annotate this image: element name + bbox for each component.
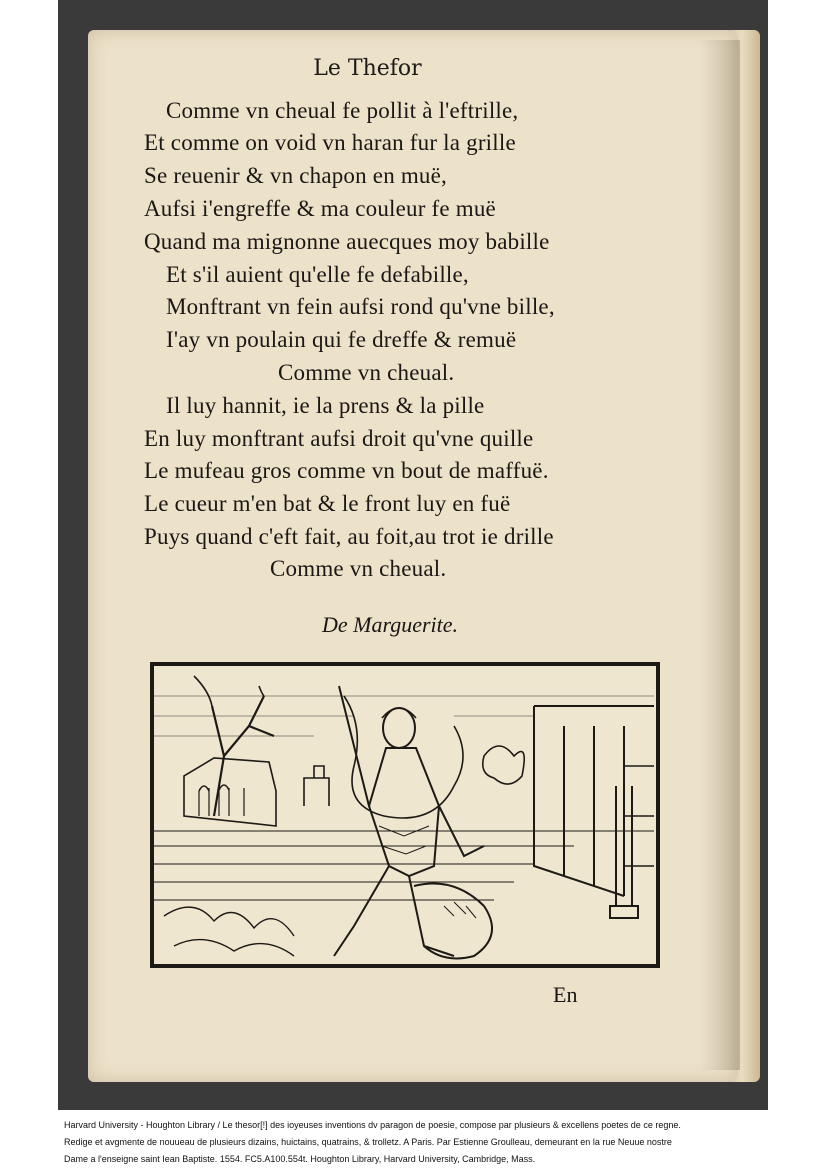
verse-line-10: Il luy hannit, ie la prens & la pille [166,393,485,418]
caption-line-2: Redige et avgmente de nouueau de plusieurs dizains, huictains, quatrains, & trolletz. A Paris. Par Estienne Groulleau, demeurant en la rue Neuue nostre [64,1137,672,1147]
verse-line-8: I'ay vn poulain qui fe dreffe & remuë [166,327,517,352]
verse-line-9: Comme vn cheual. [278,360,455,385]
woodcut-illustration [150,662,660,968]
caption-line-1: Harvard University - Houghton Library / Le thesor[!] des ioyeuses inventions dv paragon de poesie, compose par plusieurs & excellens poetes de ce regne. [64,1120,681,1130]
verse-line-6: Et s'il auient qu'elle fe defabille, [166,262,469,287]
verse-line-4: Aufsi i'engreffe & ma couleur fe muë [144,196,496,221]
verse-line-1: Comme vn cheual fe pollit à l'eftrille, [166,98,519,123]
woodcut-drawing [154,666,656,964]
caption-line-3: Dame a l'enseigne saint Iean Baptiste. 1554. FC5.A100.554t. Houghton Library, Harvard University, Cambridge, Mass. [64,1154,536,1164]
verse-line-14: Puys quand c'eft fait, au foit,au trot ie drille [144,524,554,549]
verse-line-12: Le mufeau gros comme vn bout de maffuë. [144,458,549,483]
verse-line-13: Le cueur m'en bat & le front luy en fuë [144,491,511,516]
library-caption [64,1117,784,1168]
verse-line-7: Monftrant vn fein aufsi rond qu'vne bille, [166,294,555,319]
verse-line-5: Quand ma mignonne auecques moy babille [144,229,550,254]
verse-line-15: Comme vn cheual. [270,556,447,581]
verse-line-11: En luy monftrant aufsi droit qu'vne quille [144,426,534,451]
attribution: De Marguerite. [322,612,459,637]
page-gutter-shadow [700,40,740,1070]
verse-line-3: Se reuenir & vn chapon en muë, [144,163,447,188]
running-title: Le Thefor [313,56,422,81]
catchword: En [553,982,578,1007]
verse-line-2: Et comme on void vn haran fur la grille [144,130,516,155]
